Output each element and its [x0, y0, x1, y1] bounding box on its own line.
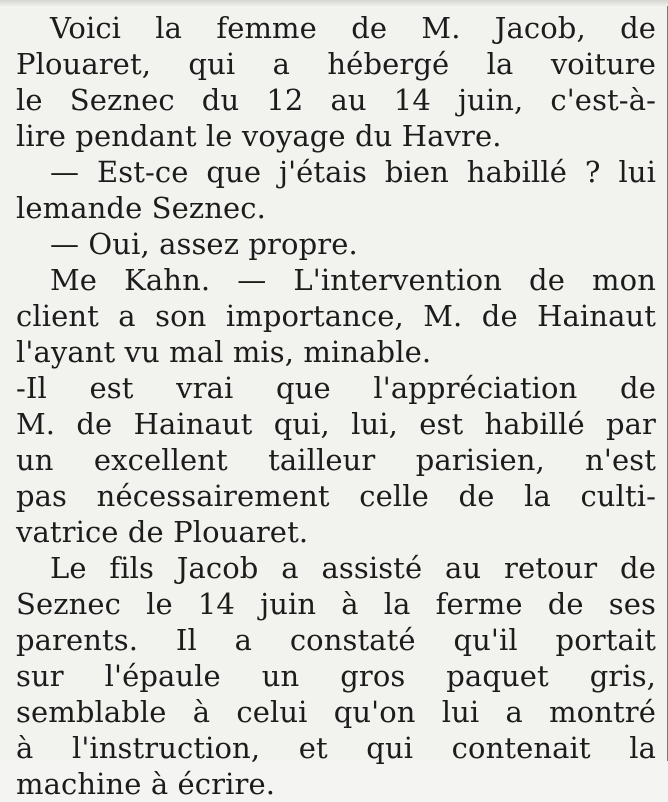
article-line: Seznec le 14 juin à la ferme de ses	[16, 587, 656, 621]
article-line: à l'instruction, et qui contenait la	[16, 731, 656, 765]
article-line: lemande Seznec.	[16, 191, 266, 225]
article-line: un excellent tailleur parisien, n'est	[16, 443, 656, 477]
article-line: machine à écrire.	[16, 767, 276, 801]
article-line: vatrice de Plouaret.	[16, 515, 309, 549]
article-line: lire pendant le voyage du Havre.	[16, 119, 502, 153]
article-line: Voici la femme de M. Jacob, de	[50, 11, 656, 45]
article-line: client a son importance, M. de Hainaut	[16, 299, 656, 333]
article-line: Plouaret, qui a hébergé la voiture	[16, 47, 656, 81]
article-line: le Seznec du 12 au 14 juin, c'est-à-	[16, 83, 656, 117]
article-line: semblable à celui qu'on lui a montré	[16, 695, 656, 729]
article-line: Me Kahn. — L'intervention de mon	[50, 263, 656, 297]
article-line: — Est-ce que j'étais bien habillé ? lui	[50, 155, 656, 189]
article-line: parents. Il a constaté qu'il portait	[16, 623, 656, 657]
article-line: — Oui, assez propre.	[50, 227, 358, 261]
article-column	[16, 10, 656, 802]
article-line: -Il est vrai que l'appréciation de	[16, 371, 656, 405]
article-line: M. de Hainaut qui, lui, est habillé par	[16, 407, 656, 441]
top-edge-strip	[0, 0, 668, 6]
article-line: sur l'épaule un gros paquet gris,	[16, 659, 656, 693]
article-line: l'ayant vu mal mis, minable.	[16, 335, 432, 369]
article-line: Le fils Jacob a assisté au retour de	[50, 551, 656, 585]
article-line: pas nécessairement celle de la culti-	[16, 479, 656, 513]
